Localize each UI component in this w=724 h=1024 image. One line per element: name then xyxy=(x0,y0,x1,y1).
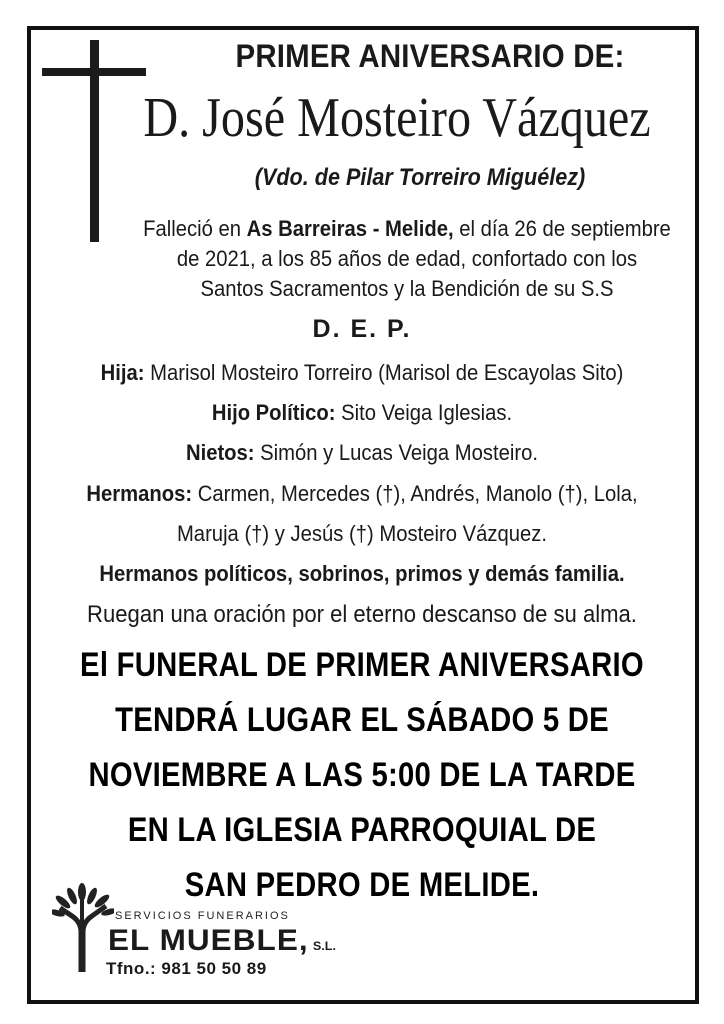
family-grandchildren: Nietos: Simón y Lucas Veiga Mosteiro. xyxy=(185,440,539,465)
cross-icon xyxy=(42,40,146,242)
logo-phone: Tfno.: 981 50 50 89 xyxy=(106,959,267,978)
family-son-in-law: Hijo Político: Sito Veiga Iglesias. xyxy=(211,400,513,425)
family-siblings: Hermanos: Carmen, Mercedes (†), Andrés, Manolo (†), Lola, xyxy=(86,481,638,506)
death-details: Falleció en As Barreiras - Melide, el día 26 de septiembre de 2021, a los 85 años de edad, confortado con los Santos Sacramentos y la Bendición de su S.S xyxy=(143,216,671,301)
family-others: Hermanos políticos, sobrinos, primos y demás familia. xyxy=(99,561,625,586)
logo-brand: EL MUEBLE, S.L. xyxy=(108,924,337,957)
funeral-line: El FUNERAL DE PRIMER ANIVERSARIO xyxy=(80,646,644,684)
funeral-line: TENDRÁ LUGAR EL SÁBADO 5 DE xyxy=(115,701,609,739)
funeral-line: SAN PEDRO DE MELIDE. xyxy=(184,866,540,904)
logo-services-label: SERVICIOS FUNERARIOS xyxy=(115,910,290,922)
family-daughter: Hija: Marisol Mosteiro Torreiro (Marisol de Escayolas Sito) xyxy=(100,360,624,385)
tree-icon xyxy=(52,882,114,972)
death-place: As Barreiras - Melide, xyxy=(246,216,454,241)
funeral-home-logo xyxy=(52,882,337,982)
prayer-request: Ruegan una oración por el eterno descanso de su alma. xyxy=(87,601,637,628)
family-siblings-cont: Maruja (†) y Jesús (†) Mosteiro Vázquez. xyxy=(176,521,548,546)
widow-note: (Vdo. de Pilar Torreiro Miguélez) xyxy=(254,164,586,191)
anniversary-heading: PRIMER ANIVERSARIO DE: xyxy=(235,38,625,74)
deceased-name: D. José Mosteiro Vázquez xyxy=(143,87,651,149)
funeral-line: EN LA IGLESIA PARROQUIAL DE xyxy=(127,811,597,849)
funeral-line: NOVIEMBRE A LAS 5:00 DE LA TARDE xyxy=(88,756,636,794)
dep-label: D. E. P. xyxy=(312,315,412,343)
